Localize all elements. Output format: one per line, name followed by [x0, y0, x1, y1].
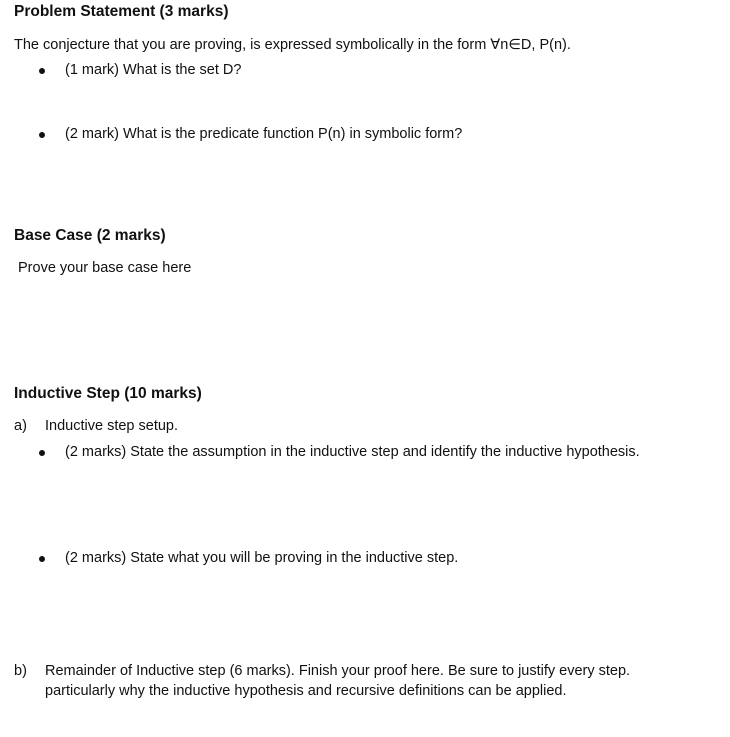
bullet-icon [39, 450, 45, 456]
question-predicate-function: (2 mark) What is the predicate function P(n) in symbolic form? [65, 126, 463, 142]
part-b-text-line2: particularly why the inductive hypothesis and recursive definitions can be applied. [45, 683, 567, 699]
inductive-step-heading: Inductive Step (10 marks) [14, 385, 202, 402]
question-inductive-assumption: (2 marks) State the assumption in the inductive step and identify the inductive hypothesis. [65, 444, 640, 460]
part-a-label: a) [14, 418, 27, 434]
part-b-text-line1: Remainder of Inductive step (6 marks). Finish your proof here. Be sure to justify every step. [45, 663, 631, 679]
conjecture-intro-text: The conjecture that you are proving, is expressed symbolically in the form ∀n∈D, P(n). [14, 37, 571, 53]
bullet-icon [39, 556, 45, 562]
question-inductive-goal: (2 marks) State what you will be proving in the inductive step. [65, 550, 459, 566]
part-b-label: b) [14, 663, 27, 679]
bullet-icon [39, 132, 45, 138]
part-a-text: Inductive step setup. [45, 418, 178, 434]
bullet-icon [39, 68, 45, 74]
question-set-d: (1 mark) What is the set D? [65, 62, 242, 78]
base-case-prompt: Prove your base case here [18, 260, 192, 276]
base-case-heading: Base Case (2 marks) [14, 227, 166, 244]
problem-statement-heading: Problem Statement (3 marks) [14, 3, 229, 20]
